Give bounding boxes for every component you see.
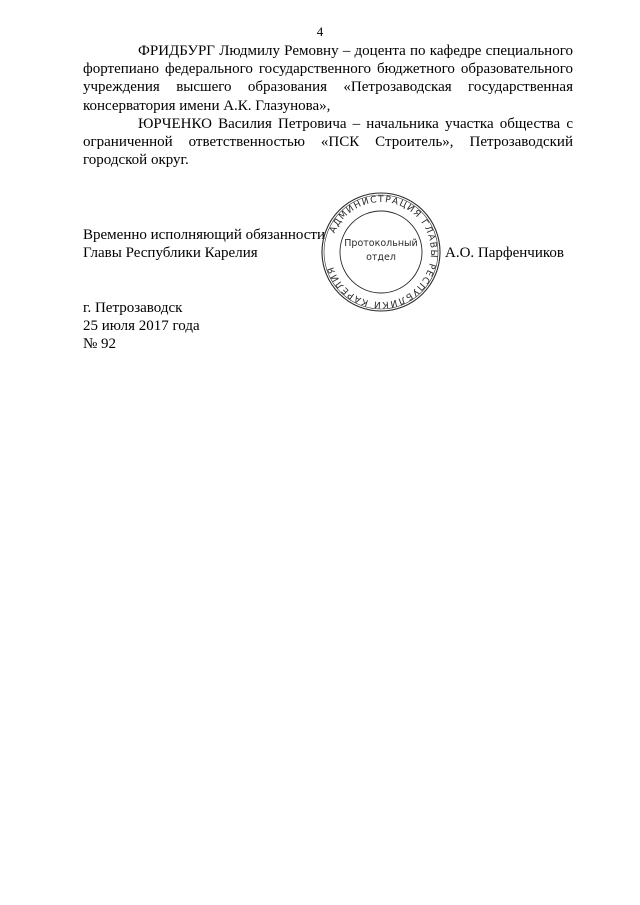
footer-number: № 92 [83, 336, 117, 353]
seal-outer-text: АДМИНИСТРАЦИЯ ГЛАВЫ РЕСПУБЛИКИ КАРЕЛИЯ [326, 194, 439, 310]
document-body [83, 42, 573, 169]
document-footer [83, 299, 200, 354]
footer-date: 25 июля 2017 года [83, 318, 200, 335]
signatory-title [83, 226, 325, 262]
signatory-title-line2: Главы Республики Карелия [83, 245, 258, 262]
paragraph-yurchenko: ЮРЧЕНКО Василия Петровича – начальника участка общества с ограниченной ответственностью «ПСК Строитель», Петрозаводский городской округ. [83, 115, 573, 169]
footer-city: г. Петрозаводск [83, 300, 183, 316]
seal-inner-line2: отдел [366, 252, 396, 263]
page-number: 4 [316, 24, 324, 39]
signatory-name: А.О. Парфенчиков [445, 245, 564, 261]
official-seal-stamp [319, 190, 443, 314]
paragraph-fridburg: ФРИДБУРГ Людмилу Ремовну – доцента по кафедре специального фортепиано федерального государственного бюджетного образовательного учреждения высшего образования «Петрозаводская государственная консерватория имени А.К. Глазунова», [83, 43, 573, 114]
seal-inner-line1: Протокольный [344, 238, 418, 249]
seal-icon [319, 190, 443, 314]
signatory-title-line1: Временно исполняющий обязанности [83, 227, 326, 243]
